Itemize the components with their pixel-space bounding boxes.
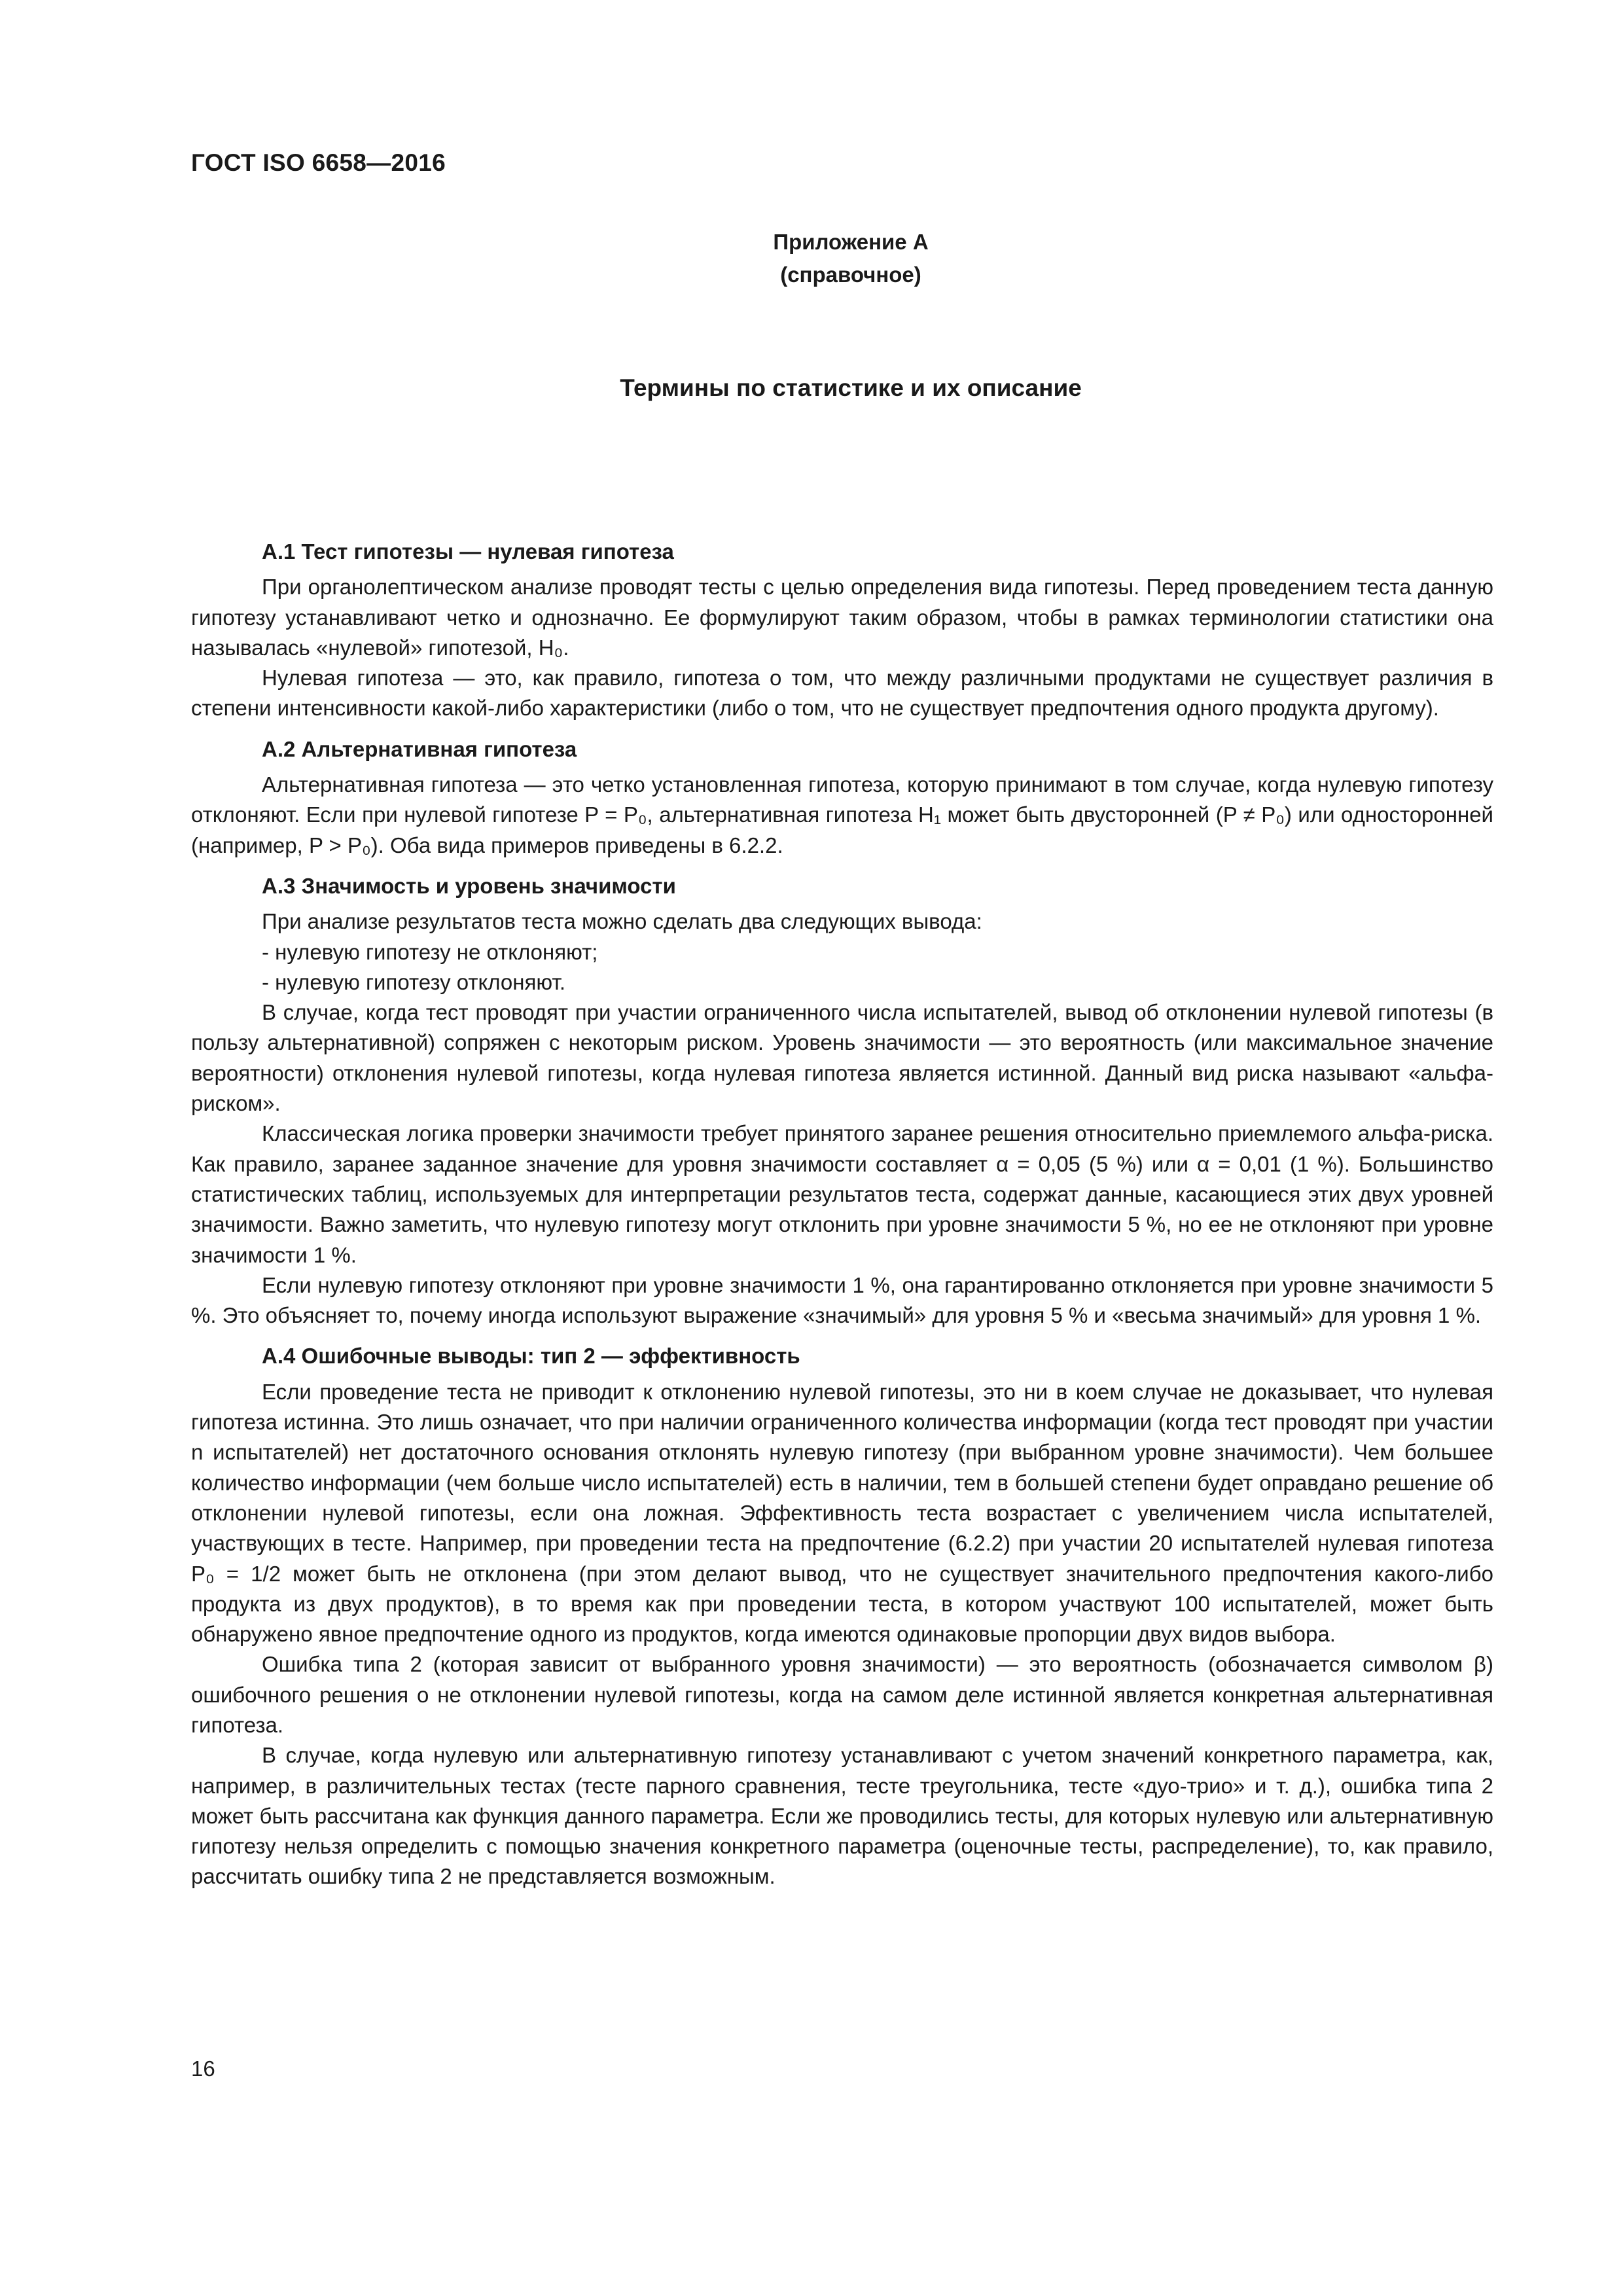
annex-type: (справочное) (780, 262, 921, 287)
paragraph: Нулевая гипотеза — это, как правило, гипотеза о том, что между различными продуктами не существует различия в степени интенсивности какой-либо характеристики (либо о том, что не существует предпочтения одного продукта другому). (191, 666, 1493, 721)
paragraph: Если нулевую гипотезу отклоняют при уровне значимости 1 %, она гарантированно отклоняется при уровне значимости 5 %. Это объясняет то, почему иногда используют выражение «значимый» для уровня 5 % и «весьма значимый» для уровня 1 %. (191, 1272, 1493, 1328)
paragraph: В случае, когда тест проводят при участии ограниченного числа испытателей, вывод об отклонении нулевой гипотезы (в пользу альтернативной) сопряжен с некоторым риском. Уровень значимости — это вероятность (или максимальное значение вероятности) отклонения нулевой гипотезы, когда нулевая гипотеза является истинной. Данный вид риска называют «альфа-риском». (191, 1000, 1493, 1116)
paragraph: Ошибка типа 2 (которая зависит от выбранного уровня значимости) — это вероятность (обозначается символом β) ошибочного решения о не отклонении нулевой гипотезы, когда на самом деле истинной является конкретная альтернативная гипотеза. (191, 1652, 1493, 1737)
section-heading: А.3 Значимость и уровень значимости (262, 873, 676, 898)
standard-id: ГОСТ ISO 6658—2016 (191, 149, 446, 176)
section-heading: А.2 Альтернативная гипотеза (262, 736, 577, 761)
paragraph: При анализе результатов теста можно сделать два следующих вывода: (262, 909, 982, 934)
list-item: - нулевую гипотезу не отклоняют; (262, 939, 598, 964)
list-item: - нулевую гипотезу отклоняют. (262, 969, 566, 994)
paragraph: При органолептическом анализе проводят тесты с целью определения вида гипотезы. Перед проведением теста данную гипотезу устанавливают четко и однозначно. Ее формулируют таким образом, чтобы в рамках терминологии статистики она называлась «нулевой» гипотезой, H₀. (191, 575, 1493, 660)
section-heading: А.4 Ошибочные выводы: тип 2 — эффективность (262, 1344, 800, 1369)
section-a4 (191, 1341, 1493, 1892)
annex-title: Термины по статистике и их описание (620, 374, 1082, 401)
section-a3 (191, 871, 1493, 1331)
document-body (191, 537, 1493, 1903)
paragraph: В случае, когда нулевую или альтернативную гипотезу устанавливают с учетом значений конкретного параметра, как, например, в различительных тестах (тесте парного сравнения, тесте треугольника, тесте «дуо-трио» и т. д.), ошибка типа 2 может быть рассчитана как функция данного параметра. Если же проводились тесты, для которых нулевую или альтернативную гипотезу нельзя определить с помощью значения конкретного параметра (оценочные тесты, распределение), то, как правило, рассчитать ошибку типа 2 не представляется возможным. (191, 1743, 1493, 1889)
annex-label: Приложение А (773, 230, 929, 254)
annex-heading (654, 226, 1047, 291)
section-a2 (191, 734, 1493, 861)
paragraph: Альтернативная гипотеза — это четко установленная гипотеза, которую принимают в том случае, когда нулевую гипотезу отклоняют. Если при нулевой гипотезе P = P₀, альтернативная гипотеза H₁ может быть двусторонней (P ≠ P₀) или односторонней (например, P > P₀). Оба вида примеров приведены в 6.2.2. (191, 772, 1493, 857)
page-number: 16 (191, 2056, 215, 2081)
paragraph: Если проведение теста не приводит к отклонению нулевой гипотезы, это ни в коем случае не доказывает, что нулевая гипотеза истинна. Это лишь означает, что при наличии ограниченного количества информации (когда тест проводят при участии n испытателей) нет достаточного основания отклонять нулевую гипотезу (при выбранном уровне значимости). Чем большее количество информации (чем больше число испытателей) есть в наличии, тем в большей степени будет оправдано решение об отклонении нулевой гипотезы, если она ложная. Эффективность теста возрастает с увеличением числа испытателей, участвующих в тесте. Например, при проведении теста на предпочтение (6.2.2) при участии 20 испытателей нулевая гипотеза P₀ = 1/2 может быть не отклонена (при этом делают вывод, что не существует значительного предпочтения какого-либо продукта из двух продуктов), в то время как при проведении теста, в котором участвуют 100 испытателей, может быть обнаружено явное предпочтение одного из продуктов, когда имеются одинаковые пропорции двух видов выбора. (191, 1379, 1493, 1647)
section-a1 (191, 537, 1493, 724)
section-heading: А.1 Тест гипотезы — нулевая гипотеза (262, 539, 674, 564)
paragraph: Классическая логика проверки значимости требует принятого заранее решения относительно приемлемого альфа-риска. Как правило, заранее заданное значение для уровня значимости составляет α = 0,05 (5 %) или α = 0,01 (1 %). Большинство статистических таблиц, используемых для интерпретации результатов теста, содержат данные, касающиеся этих двух уровней значимости. Важно заметить, что нулевую гипотезу могут отклонить при уровне значимости 5 %, но ее не отклоняют при уровне значимости 1 %. (191, 1121, 1493, 1267)
